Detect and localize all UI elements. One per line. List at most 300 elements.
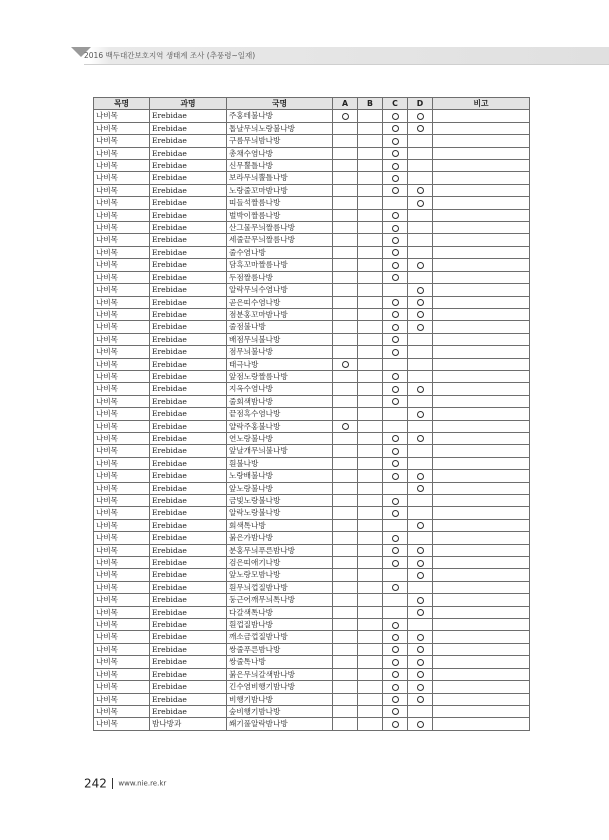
table-row [94,445,530,457]
presence-circle-icon [392,336,399,343]
cell-family: 밤나방과 [150,718,227,730]
cell-c [383,718,408,730]
cell-note [433,296,530,308]
footer-separator [112,778,114,789]
cell-family: Erebidae [150,482,227,494]
table-row [94,681,530,693]
cell-b [358,222,383,234]
cell-a [333,606,358,618]
cell-a [333,358,358,370]
cell-note [433,606,530,618]
presence-circle-icon [392,125,399,132]
cell-order: 나비목 [94,271,150,283]
table-row [94,643,530,655]
cell-order: 나비목 [94,470,150,482]
cell-d [408,495,433,507]
column-header-d: D [408,98,433,110]
table-row [94,333,530,345]
cell-order: 나비목 [94,184,150,196]
presence-circle-icon [417,299,424,306]
cell-b [358,619,383,631]
cell-order: 나비목 [94,160,150,172]
cell-name: 총채수염나방 [227,147,333,159]
cell-a [333,246,358,258]
table-row [94,321,530,333]
table-row [94,470,530,482]
table-row [94,619,530,631]
cell-family: Erebidae [150,308,227,320]
cell-a [333,581,358,593]
presence-circle-icon [392,622,399,629]
cell-a [333,271,358,283]
cell-a [333,594,358,606]
cell-name: 쌍줄톡나방 [227,656,333,668]
table-row [94,147,530,159]
presence-circle-icon [417,435,424,442]
cell-a [333,284,358,296]
cell-c [383,519,408,531]
table-row [94,259,530,271]
presence-circle-icon [392,187,399,194]
cell-note [433,581,530,593]
cell-name: 주홍테불나방 [227,110,333,122]
cell-b [358,110,383,122]
cell-b [358,346,383,358]
cell-b [358,408,383,420]
table-row [94,271,530,283]
cell-a [333,122,358,134]
cell-note [433,457,530,469]
cell-note [433,184,530,196]
cell-b [358,197,383,209]
cell-c [383,383,408,395]
presence-circle-icon [417,311,424,318]
cell-name: 흰껍질밤나방 [227,619,333,631]
cell-d [408,718,433,730]
cell-d [408,147,433,159]
cell-c [383,507,408,519]
cell-note [433,668,530,680]
cell-d [408,308,433,320]
table-row [94,184,530,196]
cell-note [433,482,530,494]
cell-family: Erebidae [150,383,227,395]
cell-order: 나비목 [94,581,150,593]
cell-b [358,370,383,382]
cell-order: 나비목 [94,681,150,693]
column-header-a: A [333,98,358,110]
cell-note [433,557,530,569]
presence-circle-icon [342,361,349,368]
presence-circle-icon [417,597,424,604]
cell-a [333,482,358,494]
cell-order: 나비목 [94,718,150,730]
table-row [94,693,530,705]
cell-family: Erebidae [150,160,227,172]
cell-note [433,197,530,209]
cell-order: 나비목 [94,656,150,668]
cell-order: 나비목 [94,569,150,581]
cell-a [333,631,358,643]
cell-family: Erebidae [150,705,227,717]
cell-c [383,656,408,668]
cell-d [408,643,433,655]
cell-name: 깨소금껍질밤나방 [227,631,333,643]
cell-note [433,308,530,320]
presence-circle-icon [417,684,424,691]
cell-family: Erebidae [150,110,227,122]
table-row [94,370,530,382]
table-row [94,110,530,122]
cell-d [408,184,433,196]
table-row [94,457,530,469]
presence-circle-icon [417,287,424,294]
cell-b [358,470,383,482]
presence-circle-icon [392,708,399,715]
cell-name: 보라무늬뿔틀나방 [227,172,333,184]
cell-note [433,271,530,283]
cell-name: 두점짤름나방 [227,271,333,283]
presence-circle-icon [417,473,424,480]
cell-note [433,643,530,655]
cell-note [433,718,530,730]
cell-c [383,333,408,345]
cell-a [333,718,358,730]
presence-circle-icon [342,113,349,120]
cell-note [433,544,530,556]
cell-c [383,321,408,333]
cell-name: 신무뿔틀나방 [227,160,333,172]
table-row [94,519,530,531]
species-table [93,97,530,731]
cell-order: 나비목 [94,284,150,296]
cell-c [383,147,408,159]
cell-b [358,569,383,581]
cell-b [358,668,383,680]
cell-b [358,246,383,258]
cell-order: 나비목 [94,594,150,606]
cell-c [383,557,408,569]
cell-note [433,172,530,184]
cell-c [383,284,408,296]
cell-note [433,395,530,407]
cell-name: 앞점노랑짤름나방 [227,370,333,382]
cell-d [408,569,433,581]
cell-note [433,222,530,234]
table-row [94,246,530,258]
table-row [94,432,530,444]
table-row [94,544,530,556]
cell-note [433,420,530,432]
column-header-b: B [358,98,383,110]
table-row [94,308,530,320]
cell-c [383,197,408,209]
cell-family: Erebidae [150,569,227,581]
cell-family: Erebidae [150,172,227,184]
presence-circle-icon [417,560,424,567]
presence-circle-icon [392,535,399,542]
cell-d [408,631,433,643]
cell-b [358,594,383,606]
cell-order: 나비목 [94,395,150,407]
presence-circle-icon [392,311,399,318]
presence-circle-icon [417,659,424,666]
cell-name: 앞노랑모밤나방 [227,569,333,581]
presence-circle-icon [392,671,399,678]
cell-b [358,284,383,296]
cell-order: 나비목 [94,370,150,382]
cell-name: 비행기밤나방 [227,693,333,705]
table-row [94,395,530,407]
cell-name: 곧은띠수염나방 [227,296,333,308]
cell-name: 숲비행기밤나방 [227,705,333,717]
cell-c [383,544,408,556]
cell-d [408,333,433,345]
cell-a [333,197,358,209]
cell-order: 나비목 [94,122,150,134]
cell-note [433,681,530,693]
table-row [94,408,530,420]
cell-a [333,308,358,320]
presence-circle-icon [417,646,424,653]
cell-c [383,693,408,705]
cell-name: 태극나방 [227,358,333,370]
cell-name: 앞날개무늬불나방 [227,445,333,457]
cell-a [333,333,358,345]
cell-d [408,482,433,494]
cell-name: 붉은무늬갈색밤나방 [227,668,333,680]
cell-note [433,594,530,606]
cell-family: Erebidae [150,271,227,283]
presence-circle-icon [392,249,399,256]
cell-c [383,308,408,320]
cell-note [433,495,530,507]
presence-circle-icon [417,113,424,120]
cell-note [433,619,530,631]
cell-c [383,420,408,432]
cell-note [433,160,530,172]
table-row [94,594,530,606]
table-row [94,606,530,618]
cell-family: Erebidae [150,370,227,382]
presence-circle-icon [342,423,349,430]
cell-c [383,532,408,544]
presence-circle-icon [417,125,424,132]
cell-b [358,160,383,172]
cell-name: 배점무늬불나방 [227,333,333,345]
presence-circle-icon [417,386,424,393]
cell-note [433,370,530,382]
cell-note [433,656,530,668]
presence-circle-icon [392,560,399,567]
cell-name: 띠들석짤름나방 [227,197,333,209]
cell-family: Erebidae [150,432,227,444]
table-row [94,122,530,134]
cell-name: 앞노랑불나방 [227,482,333,494]
cell-b [358,482,383,494]
cell-d [408,668,433,680]
cell-note [433,333,530,345]
table-row [94,346,530,358]
cell-note [433,693,530,705]
cell-family: Erebidae [150,358,227,370]
cell-family: Erebidae [150,668,227,680]
cell-note [433,519,530,531]
cell-c [383,135,408,147]
cell-a [333,519,358,531]
cell-family: Erebidae [150,395,227,407]
cell-family: Erebidae [150,184,227,196]
cell-order: 나비목 [94,110,150,122]
table-row [94,495,530,507]
cell-family: Erebidae [150,470,227,482]
cell-a [333,445,358,457]
cell-note [433,346,530,358]
cell-order: 나비목 [94,507,150,519]
cell-family: Erebidae [150,197,227,209]
cell-order: 나비목 [94,705,150,717]
cell-family: Erebidae [150,333,227,345]
cell-d [408,705,433,717]
cell-name: 노랑줄꼬마밤나방 [227,184,333,196]
cell-note [433,246,530,258]
cell-name: 산그물무늬짤름나방 [227,222,333,234]
cell-a [333,160,358,172]
cell-order: 나비목 [94,643,150,655]
cell-name: 알락노랑불나방 [227,507,333,519]
cell-family: Erebidae [150,681,227,693]
cell-family: Erebidae [150,122,227,134]
cell-a [333,557,358,569]
table-row [94,656,530,668]
cell-c [383,631,408,643]
cell-family: Erebidae [150,234,227,246]
cell-name: 쐐기풀알락밤나방 [227,718,333,730]
table-row [94,705,530,717]
cell-d [408,681,433,693]
cell-a [333,470,358,482]
cell-order: 나비목 [94,408,150,420]
cell-a [333,457,358,469]
column-header-c: C [383,98,408,110]
presence-circle-icon [417,547,424,554]
cell-b [358,234,383,246]
cell-order: 나비목 [94,631,150,643]
cell-a [333,495,358,507]
cell-d [408,395,433,407]
presence-circle-icon [392,175,399,182]
presence-circle-icon [392,324,399,331]
cell-d [408,581,433,593]
table-row [94,557,530,569]
cell-name: 쌍줄푸른밤나방 [227,643,333,655]
cell-d [408,135,433,147]
cell-a [333,296,358,308]
cell-b [358,209,383,221]
table-header-row [94,98,530,110]
cell-family: Erebidae [150,222,227,234]
cell-d [408,346,433,358]
presence-circle-icon [417,634,424,641]
presence-circle-icon [417,721,424,728]
cell-b [358,495,383,507]
presence-circle-icon [392,721,399,728]
presence-circle-icon [392,684,399,691]
cell-c [383,606,408,618]
cell-order: 나비목 [94,383,150,395]
cell-note [433,532,530,544]
cell-order: 나비목 [94,619,150,631]
cell-b [358,358,383,370]
cell-b [358,395,383,407]
cell-name: 붉은가밤나방 [227,532,333,544]
cell-b [358,271,383,283]
cell-name: 점분홍꼬마밤나방 [227,308,333,320]
cell-name: 흰불나방 [227,457,333,469]
presence-circle-icon [392,373,399,380]
cell-a [333,147,358,159]
cell-order: 나비목 [94,246,150,258]
cell-name: 지옥수염나방 [227,383,333,395]
presence-circle-icon [392,460,399,467]
cell-d [408,594,433,606]
cell-d [408,693,433,705]
cell-d [408,296,433,308]
cell-d [408,557,433,569]
cell-d [408,259,433,271]
cell-c [383,296,408,308]
cell-a [333,569,358,581]
presence-circle-icon [392,349,399,356]
cell-family: Erebidae [150,209,227,221]
cell-b [358,184,383,196]
cell-family: Erebidae [150,321,227,333]
column-header-family: 과명 [150,98,227,110]
cell-d [408,383,433,395]
cell-note [433,408,530,420]
cell-b [358,606,383,618]
table-row [94,222,530,234]
cell-b [358,643,383,655]
cell-a [333,408,358,420]
cell-order: 나비목 [94,693,150,705]
cell-b [358,445,383,457]
cell-b [358,681,383,693]
cell-name: 줄수염나방 [227,246,333,258]
presence-circle-icon [392,498,399,505]
table-row [94,581,530,593]
cell-family: Erebidae [150,519,227,531]
cell-d [408,197,433,209]
cell-b [358,705,383,717]
cell-a [333,321,358,333]
cell-family: Erebidae [150,594,227,606]
presence-circle-icon [417,324,424,331]
cell-d [408,507,433,519]
cell-d [408,122,433,134]
presence-circle-icon [417,187,424,194]
cell-name: 다갈색톡나방 [227,606,333,618]
cell-b [358,631,383,643]
table-row [94,358,530,370]
table-row [94,420,530,432]
cell-note [433,209,530,221]
cell-c [383,271,408,283]
cell-c [383,619,408,631]
presence-circle-icon [392,510,399,517]
cell-order: 나비목 [94,321,150,333]
cell-c [383,432,408,444]
